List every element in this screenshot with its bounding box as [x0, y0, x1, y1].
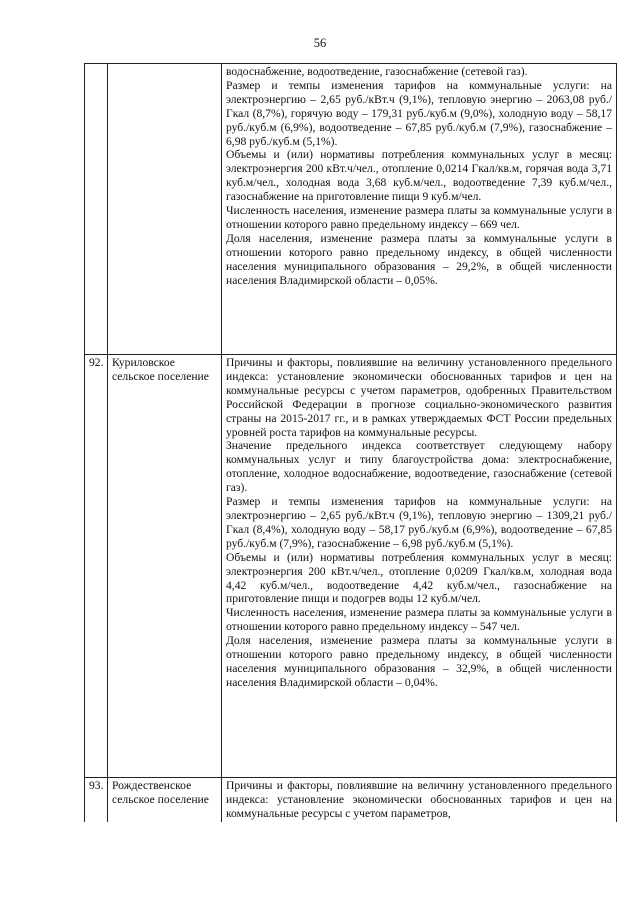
municipality-name: Куриловское сельское поселение: [108, 355, 222, 778]
paragraph: Численность населения, изменение размера платы за коммунальные услуги в отношении которого равно предельному индексу – 669 чел.: [226, 204, 612, 231]
table-row: [85, 355, 617, 778]
row-description: [222, 64, 617, 355]
paragraph: Объемы и (или) нормативы потребления коммунальных услуг в месяц: электроэнергия 200 кВт.ч/чел., отопление 0,0209 Гкал/кв.м, холодная вода 4,42 куб.м/чел., водоотведение 4,42 куб.м/чел., газоснабжение на приготовление пищи и подогрев воды 12 куб.м/чел.: [226, 550, 612, 606]
municipality-name: Рождественское сельское поселение: [108, 778, 222, 822]
page-number: 56: [313, 36, 327, 50]
paragraph: Значение предельного индекса соответствует следующему набору коммунальных услуг и типу благоустройства дома: электроснабжение, отопление, холодное водоснабжение, водоотведение, газоснабжение (сетевой газ).: [226, 439, 612, 495]
paragraph: Причины и факторы, повлиявшие на величину установленного предельного индекса: установление экономически обоснованных тарифов и цен на коммунальные ресурсы с учетом параметров, одобренных Правительством Российской Федерации в прогнозе социально-экономического развития страны на 2015-2017 гг., и в рамках утверждаемых ФСТ России предельных уровней роста тарифов на коммунальные ресурсы.: [226, 356, 612, 439]
paragraph: водоснабжение, водоотведение, газоснабжение (сетевой газ).: [226, 65, 528, 78]
paragraph: Причины и факторы, повлиявшие на величину установленного предельного индекса: установление экономически обоснованных тарифов и цен на коммунальные ресурсы с учетом параметров,: [226, 779, 612, 820]
paragraph: Доля населения, изменение размера платы за коммунальные услуги в отношении которого равно предельному индексу, в общей численности населения муниципального образования – 29,2%, в общей численности населения Владимирской области – 0,05%.: [226, 231, 612, 287]
table-row: [85, 778, 617, 822]
municipality-name: [108, 64, 222, 355]
row-number: 92.: [85, 355, 108, 778]
paragraph: Размер и темпы изменения тарифов на коммунальные услуги: на электроэнергию – 2,65 руб./кВт.ч (9,1%), тепловую энергию – 2063,08 руб./Гкал (8,7%), горячую воду – 179,31 руб./куб.м (9,0%), холодную воду – 58,17 руб./куб.м (6,9%), водоотведение – 67,85 руб./куб.м (7,9%), газоснабжение – 6,98 руб./куб.м (5,1%).: [226, 78, 612, 148]
paragraph: Доля населения, изменение размера платы за коммунальные услуги в отношении которого равно предельному индексу, в общей численности населения муниципального образования – 32,9%, в общей численности населения Владимирской области – 0,04%.: [226, 634, 612, 689]
municipal-index-table: [84, 63, 617, 822]
paragraph: Численность населения, изменение размера платы за коммунальные услуги в отношении которого равно предельному индексу – 547 чел.: [226, 606, 612, 634]
row-number: 93.: [85, 778, 108, 822]
paragraph: Размер и темпы изменения тарифов на коммунальные услуги: на электроэнергию – 2,65 руб./кВт.ч (9,1%), тепловую энергию – 1309,21 руб./Гкал (8,4%), холодную воду – 58,17 руб./куб.м (6,9%), водоотведение – 67,85 руб./куб.м (7,9%), газоснабжение – 6,98 руб./куб.м (5,1%).: [226, 495, 612, 550]
row-number: [85, 64, 108, 355]
row-description: [222, 778, 617, 822]
table-row: [85, 64, 617, 355]
paragraph: Объемы и (или) нормативы потребления коммунальных услуг в месяц: электроэнергия 200 кВт.ч/чел., отопление 0,0214 Гкал/кв.м, горячая вода 3,71 куб.м/чел., холодная вода 3,68 куб.м/чел., водоотведение 7,39 куб.м/чел., газоснабжение на приготовление пищи 9 куб.м/чел.: [226, 148, 612, 204]
row-description: [222, 355, 617, 778]
